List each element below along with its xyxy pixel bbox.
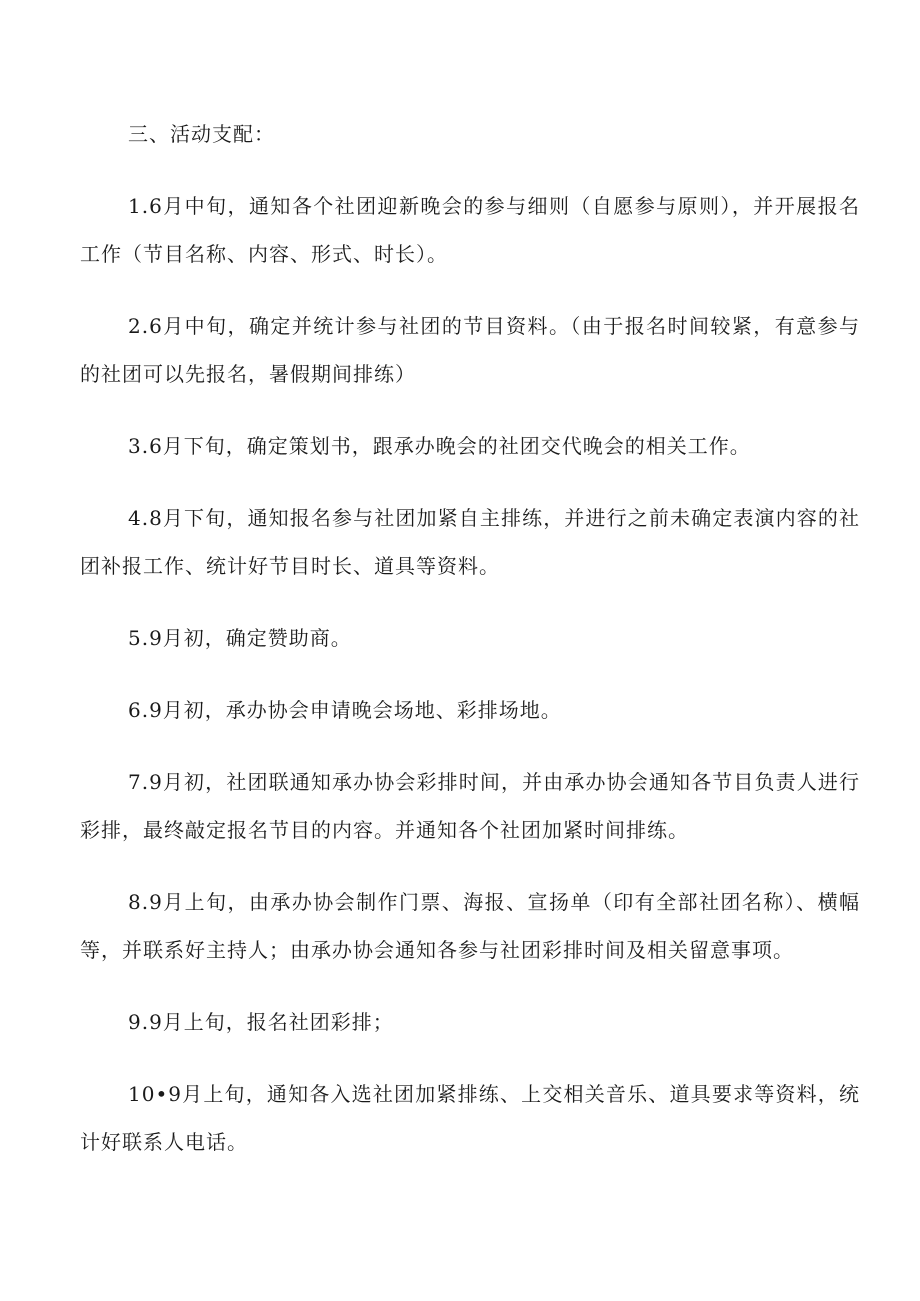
paragraph-10: 10•9月上旬，通知各入选社团加紧排练、上交相关音乐、道具要求等资料，统计好联系人电话。 — [80, 1082, 860, 1154]
paragraph-1: 1.6月中旬，通知各个社团迎新晚会的参与细则（自愿参与原则），并开展报名工作（节目名称、内容、形式、时长）。 — [80, 194, 860, 266]
paragraph-9: 9.9月上旬，报名社团彩排； — [128, 1010, 394, 1034]
document-page — [80, 110, 860, 1190]
paragraph-3: 3.6月下旬，确定策划书，跟承办晚会的社团交代晚会的相关工作。 — [128, 434, 751, 458]
section-heading: 三、活动支配： — [128, 122, 275, 146]
paragraph-5: 5.9月初，确定赞助商。 — [128, 626, 352, 650]
paragraph-8: 8.9月上旬，由承办协会制作门票、海报、宣扬单（印有全部社团名称）、横幅等，并联系好主持人；由承办协会通知各参与社团彩排时间及相关留意事项。 — [80, 890, 860, 962]
paragraph-7: 7.9月初，社团联通知承办协会彩排时间，并由承办协会通知各节目负责人进行彩排，最终敲定报名节目的内容。并通知各个社团加紧时间排练。 — [80, 770, 860, 842]
paragraph-6: 6.9月初，承办协会申请晚会场地、彩排场地。 — [128, 698, 562, 722]
paragraph-2: 2.6月中旬，确定并统计参与社团的节目资料。（由于报名时间较紧，有意参与的社团可以先报名，暑假期间排练） — [80, 314, 860, 386]
paragraph-4: 4.8月下旬，通知报名参与社团加紧自主排练，并进行之前未确定表演内容的社团补报工作、统计好节目时长、道具等资料。 — [80, 506, 860, 578]
